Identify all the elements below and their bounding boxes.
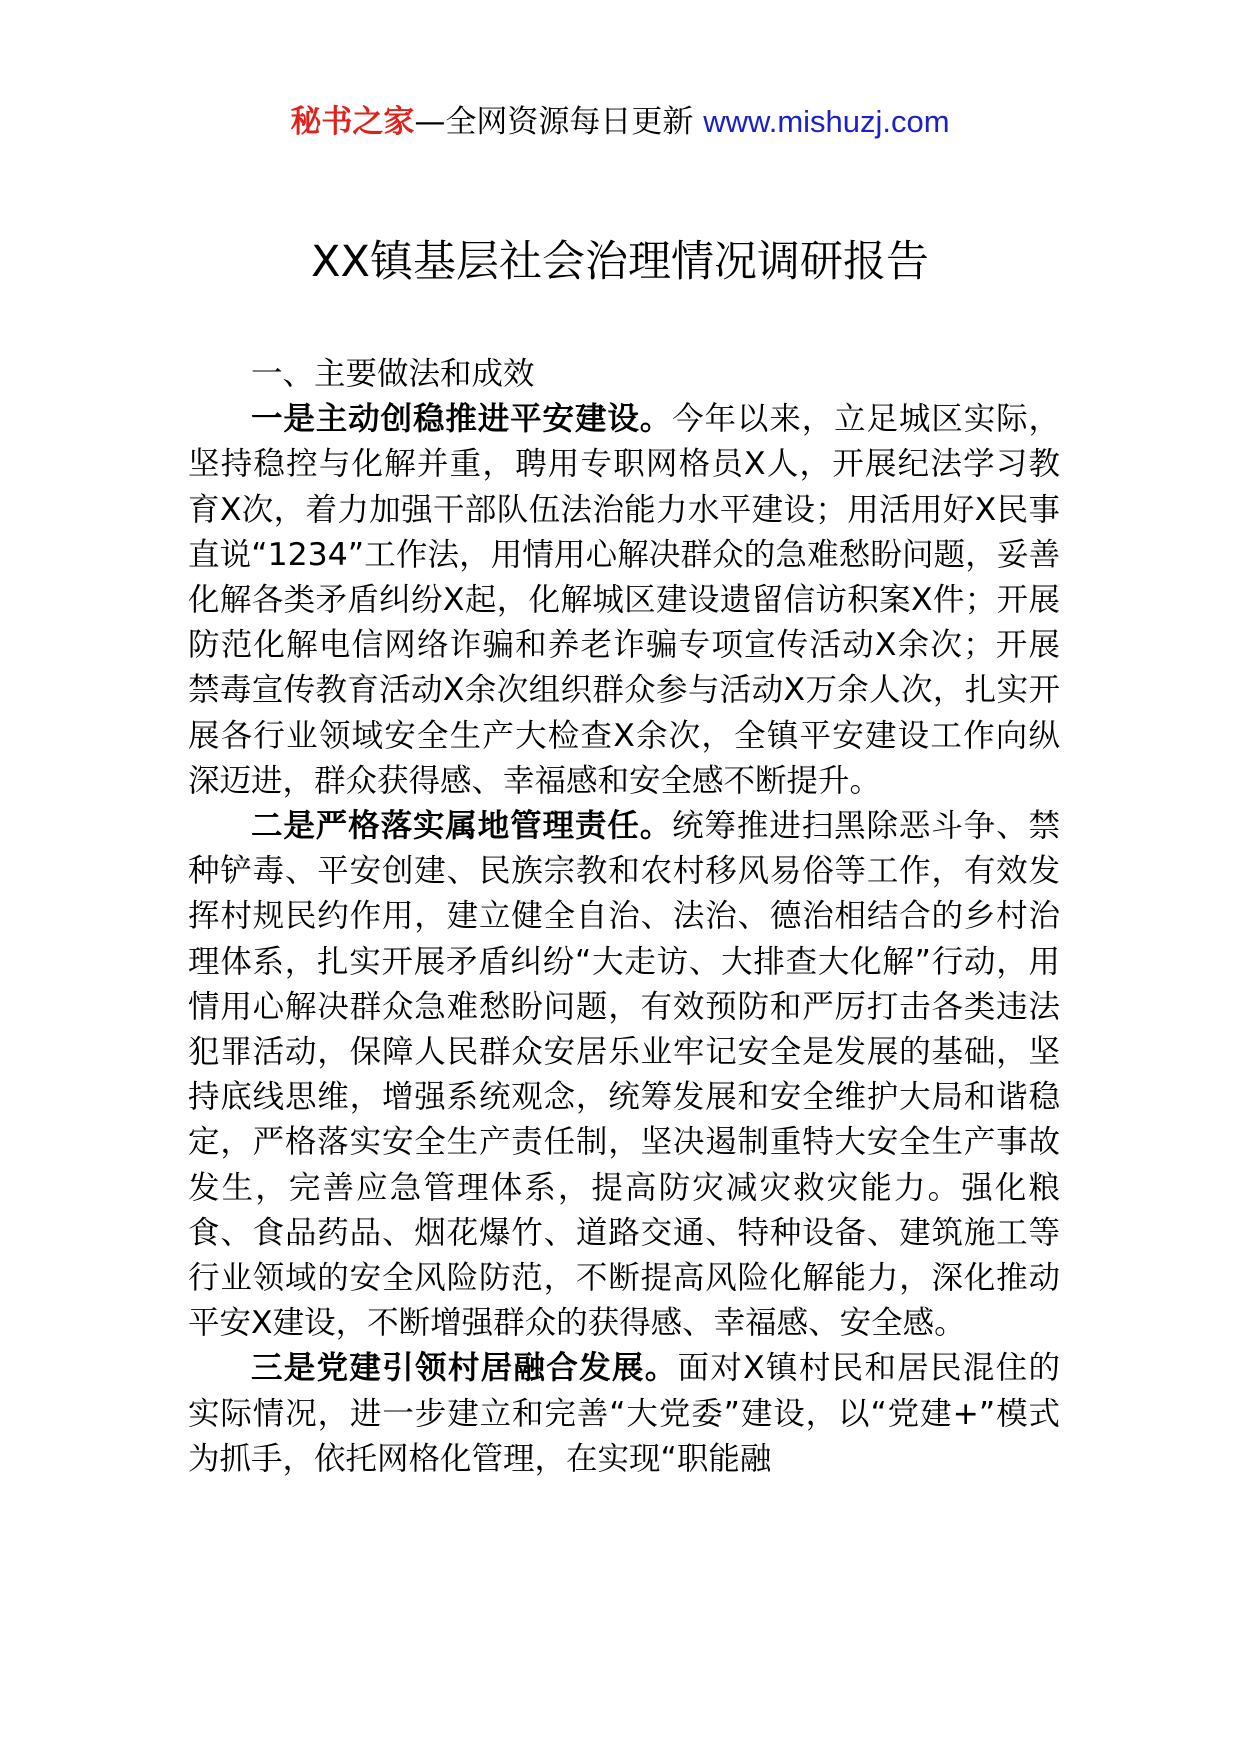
document-title: XX镇基层社会治理情况调研报告 xyxy=(311,237,929,287)
banner-tagline: —全网资源每日更新 xyxy=(414,104,704,140)
paragraph-lead: 一是主动创稳推进平安建设。 xyxy=(251,401,673,438)
paragraph-lead: 三是党建引领村居融合发展。 xyxy=(251,1350,678,1387)
paragraph-1 xyxy=(188,397,1060,804)
paragraph-2 xyxy=(188,804,1060,1346)
site-url[interactable]: www.mishuzj.com xyxy=(703,104,950,139)
paragraph-text: 统筹推进扫黑除恶斗争、禁种铲毒、平安创建、民族宗教和农村移风易俗等工作，有效发挥村规民约作用，建立健全自治、法治、德治相结合的乡村治理体系，扎实开展矛盾纠纷“大走访、大排查大化解”行动，用情用心解决群众急难愁盼问题，有效预防和严厉打击各类违法犯罪活动，保障人民群众安居乐业牢记安全是发展的基础，坚持底线思维，增强系统观念，统筹发展和安全维护大局和谐稳定，严格落实安全生产责任制，坚决遏制重特大安全生产事故发生，完善应急管理体系，提高防灾减灾救灾能力。强化粮食、食品药品、烟花爆竹、道路交通、特种设备、建筑施工等行业领域的安全风险防范，不断提高风险化解能力，深化推动平安X建设，不断增强群众的获得感、幸福感、安全感。 xyxy=(188,808,1060,1342)
site-banner xyxy=(0,100,1240,144)
document-body xyxy=(188,352,1060,1482)
brand-name: 秘书之家 xyxy=(290,104,415,140)
section-heading: 一、主要做法和成效 xyxy=(251,356,535,392)
paragraph-text: 面对X镇村民和居民混住的实际情况，进一步建立和完善“大党委”建设，以“党建+”模式为抓手，依托网格化管理，在实现“职能融 xyxy=(188,1350,1060,1477)
paragraph-3 xyxy=(188,1346,1060,1482)
paragraph-lead: 二是严格落实属地管理责任。 xyxy=(251,808,673,845)
paragraph-text: 今年以来，立足城区实际，坚持稳控与化解并重，聘用专职网格员X人，开展纪法学习教育X次，着力加强干部队伍法治能力水平建设；用活用好X民事直说“1234”工作法，用情用心解决群众的急难愁盼问题，妥善化解各类矛盾纠纷X起，化解城区建设遗留信访积案X件；开展防范化解电信网络诈骗和养老诈骗专项宣传活动X余次；开展禁毒宣传教育活动X余次组织群众参与活动X万余人次，扎实开展各行业领域安全生产大检查X余次，全镇平安建设工作向纵深迈进，群众获得感、幸福感和安全感不断提升。 xyxy=(188,401,1060,799)
